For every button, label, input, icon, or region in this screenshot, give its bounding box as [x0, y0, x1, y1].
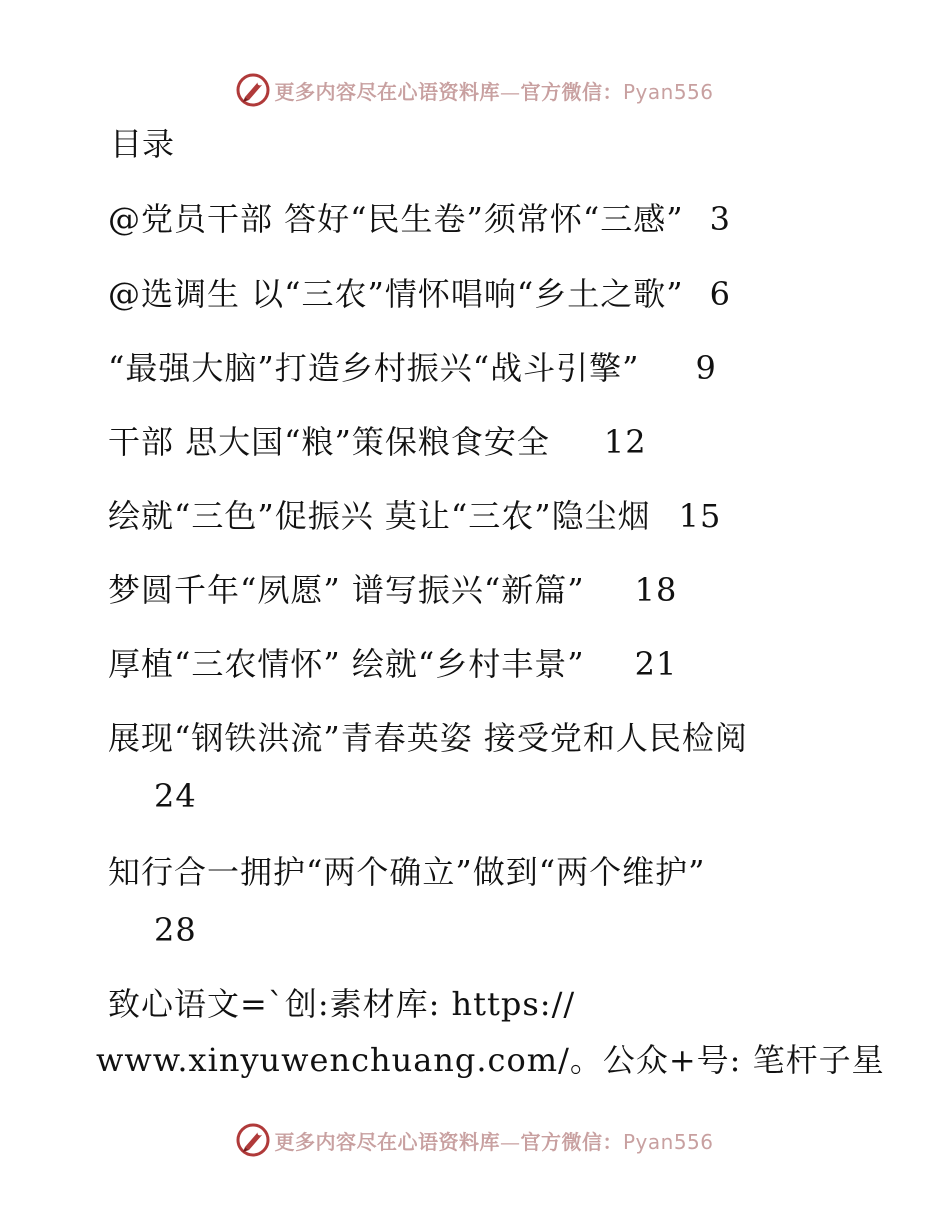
footer-banner — [0, 1120, 950, 1160]
pen-logo-icon — [236, 1123, 270, 1157]
toc-entry[interactable] — [108, 346, 717, 390]
banner-wechat-id: Pyan556 — [622, 1129, 714, 1154]
footer-note-line1: 致心语文=`创:素材库: https:// — [108, 985, 576, 1023]
toc-entry-page: 24 — [154, 777, 197, 815]
toc-entry-title: 梦圆千年“夙愿” 谱写振兴“新篇” — [108, 571, 585, 609]
footer-note-line2: www.xinyuwenchuang.com/。公众+号: 笔杆子星 — [96, 1041, 885, 1079]
header-banner — [0, 70, 950, 110]
footer-banner-text — [274, 1126, 713, 1155]
banner-dash: — — [499, 1129, 521, 1154]
toc-entry-page: 21 — [634, 645, 678, 683]
toc-entry-page-wrapped[interactable] — [154, 908, 197, 952]
toc-entry[interactable] — [108, 420, 647, 464]
toc-entry-page: 9 — [695, 349, 717, 387]
toc-entry-title: 绘就“三色”促振兴 莫让“三农”隐尘烟 — [108, 497, 651, 535]
banner-dash: — — [499, 79, 521, 104]
pen-logo-icon — [236, 73, 270, 107]
toc-entry-title: 知行合一拥护“两个确立”做到“两个维护” — [108, 853, 706, 891]
banner-official-label: 官方微信： — [520, 1129, 623, 1154]
toc-entry-title: @党员干部 答好“民生卷”须常怀“三感” — [108, 200, 684, 238]
toc-entry[interactable] — [108, 568, 677, 612]
banner-site-name: 更多内容尽在心语资料库 — [274, 1129, 500, 1154]
toc-entry-title: “最强大脑”打造乡村振兴“战斗引擎” — [108, 349, 640, 387]
toc-title: 目录 — [110, 125, 175, 163]
toc-entry-title: 展现“钢铁洪流”青春英姿 接受党和人民检阅 — [108, 719, 748, 757]
toc-entry[interactable] — [108, 494, 721, 538]
toc-entry[interactable] — [108, 197, 731, 241]
toc-entry-title: @选调生 以“三农”情怀唱响“乡土之歌” — [108, 275, 684, 313]
banner-site-name: 更多内容尽在心语资料库 — [274, 79, 500, 104]
header-banner-text — [274, 76, 713, 105]
toc-entry-title: 厚植“三农情怀” 绘就“乡村丰景” — [108, 645, 585, 683]
toc-entry-page: 3 — [709, 200, 731, 238]
toc-entry-page-wrapped[interactable] — [154, 774, 197, 818]
toc-entry-title: 干部 思大国“粮”策保粮食安全 — [108, 423, 550, 461]
toc-entry-page: 6 — [709, 275, 731, 313]
toc-entry[interactable] — [108, 716, 748, 760]
toc-entry-page: 12 — [603, 423, 647, 461]
toc-entry-page: 18 — [634, 571, 678, 609]
banner-wechat-id: Pyan556 — [622, 79, 714, 104]
toc-entry[interactable] — [108, 642, 677, 686]
banner-official-label: 官方微信： — [520, 79, 623, 104]
toc-entry-page: 28 — [154, 911, 197, 949]
toc-entry-page: 15 — [678, 497, 722, 535]
toc-entry[interactable] — [108, 272, 731, 316]
toc-entry[interactable] — [108, 850, 705, 894]
